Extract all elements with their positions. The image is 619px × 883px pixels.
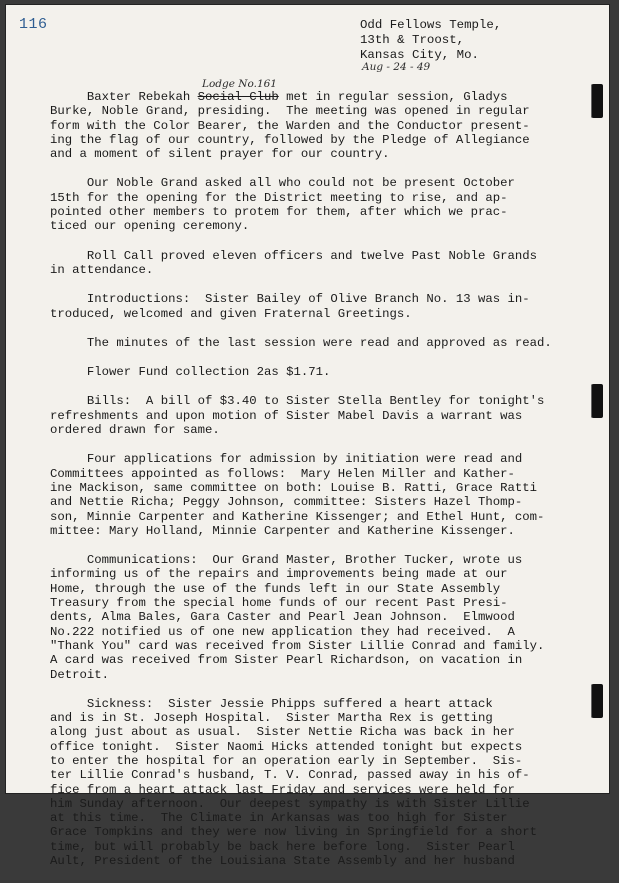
text-line: ing the flag of our country, followed by the Pledge of Allegiance	[50, 132, 530, 147]
text-line: dents, Alma Bales, Gara Caster and Pearl Jean Johnson. Elmwood	[50, 610, 515, 625]
text-line: ter Lillie Conrad's husband, T. V. Conrad, passed away in his of-	[50, 768, 530, 783]
paragraph-introductions	[50, 292, 570, 321]
text-line: Home, through the use of the funds left in our State Assembly	[50, 581, 501, 596]
paragraph-sickness	[50, 697, 570, 869]
text-line: No.222 notified us of one new application they had received. A	[50, 624, 515, 639]
text-run: met in regular session, Gladys	[278, 90, 508, 104]
text-line: office tonight. Sister Naomi Hicks attended tonight but expects	[50, 739, 523, 754]
address-line: 13th & Troost,	[360, 33, 465, 47]
text-line: ine Mackison, same committee on both: Louise B. Ratti, Grace Ratti	[50, 480, 538, 495]
paragraph-communications	[50, 553, 570, 682]
paragraph-district-meeting	[50, 176, 570, 233]
text-line: refreshments and upon motion of Sister Mabel Davis a warrant was	[50, 408, 523, 423]
text-line: troduced, welcomed and given Fraternal Greetings.	[50, 306, 412, 321]
paragraph-opening	[50, 90, 570, 161]
text-line: Four applications for admission by initiation were read and	[50, 452, 523, 467]
text-line: "Thank You" card was received from Sister Lillie Conrad and family.	[50, 638, 545, 653]
text-line: Grace Tompkins and they were now living in Springfield for a short	[50, 825, 538, 840]
text-line: Committees appointed as follows: Mary Helen Miller and Kather-	[50, 466, 515, 481]
document-page	[5, 4, 610, 869]
text-line: The minutes of the last session were read and approved as read.	[50, 335, 552, 350]
text-line: to enter the hospital for an operation early in September. Sis-	[50, 753, 523, 768]
text-line: pointed other members to protem for them, after which we prac-	[50, 205, 508, 220]
text-line: Flower Fund collection 2as $1.71.	[50, 365, 331, 380]
paragraph-roll-call	[50, 249, 570, 278]
text-line: Bills: A bill of $3.40 to Sister Stella Bentley for tonight's	[50, 394, 545, 409]
text-line: fice from a heart attack last Friday and services were held for	[50, 782, 515, 797]
paragraph-minutes	[50, 336, 570, 350]
binder-hole-middle	[591, 384, 603, 418]
text-line: Sickness: Sister Jessie Phipps suffered a heart attack	[50, 696, 493, 711]
text-line: time, but will probably be back here before long. Sister Pearl	[50, 839, 515, 854]
paragraph-applications	[50, 452, 570, 538]
text-line: along just about as usual. Sister Nettie Richa was back in her	[50, 725, 515, 740]
text-line: ticed our opening ceremony.	[50, 219, 250, 234]
text-line: at this time. The Climate in Arkansas was too high for Sister	[50, 811, 508, 826]
text-line: in attendance.	[50, 262, 154, 277]
minutes-body	[50, 90, 570, 883]
text-run: Baxter Rebekah	[50, 90, 198, 104]
page-number: 116	[19, 16, 48, 33]
address-line: Odd Fellows Temple,	[360, 18, 502, 32]
handwritten-lodge-insert: Lodge No.161	[202, 78, 277, 90]
text-line: Communications: Our Grand Master, Brother Tucker, wrote us	[50, 553, 523, 568]
text-line: Our Noble Grand asked all who could not be present October	[50, 176, 515, 191]
paragraph-flower-fund	[50, 365, 570, 379]
text-line: Treasury from the special home funds of our recent Past Presi-	[50, 596, 508, 611]
text-line: Introductions: Sister Bailey of Olive Branch No. 13 was in-	[50, 292, 530, 307]
text-line: A card was received from Sister Pearl Richardson, on vacation in	[50, 653, 523, 668]
letterhead-address	[360, 18, 501, 75]
address-line: Kansas City, Mo.	[360, 48, 479, 62]
text-line: Ault, President of the Louisiana State Assembly and her husband	[50, 854, 515, 869]
text-line: and a moment of silent prayer for our country.	[50, 147, 390, 162]
binder-hole-bottom	[591, 684, 603, 718]
text-line: 15th for the opening for the District meeting to rise, and ap-	[50, 190, 508, 205]
text-line: and Nettie Richa; Peggy Johnson, committee: Sisters Hazel Thomp-	[50, 495, 523, 510]
handwritten-date: Aug - 24 - 49	[362, 61, 431, 73]
text-line: son, Minnie Carpenter and Katherine Kissenger; and Ethel Hunt, com-	[50, 509, 545, 524]
paragraph-bills	[50, 394, 570, 437]
text-line: Burke, Noble Grand, presiding. The meeting was opened in regular	[50, 104, 530, 119]
text-line: and is in St. Joseph Hospital. Sister Martha Rex is getting	[50, 711, 493, 726]
text-line: mittee: Mary Holland, Minnie Carpenter and Katherine Kissenger.	[50, 523, 515, 538]
binder-hole-top	[591, 84, 603, 118]
text-line: Detroit.	[50, 667, 110, 682]
text-line: ordered drawn for same.	[50, 423, 220, 438]
text-line: form with the Color Bearer, the Warden and the Conductor present-	[50, 118, 530, 133]
text-line: him Sunday afternoon. Our deepest sympathy is with Sister Lillie	[50, 796, 530, 811]
struck-text: Social Club	[197, 90, 279, 104]
text-line: informing us of the repairs and improvements being made at our	[50, 567, 508, 582]
text-line: Roll Call proved eleven officers and twelve Past Noble Grands	[50, 248, 538, 263]
